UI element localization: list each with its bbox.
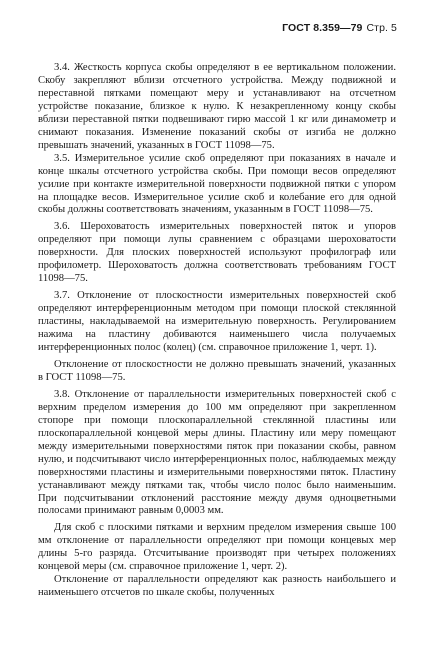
- page-number: Стр. 5: [366, 22, 397, 34]
- page-header: [282, 22, 397, 34]
- paragraph-3-4: 3.4. Жесткость корпуса скобы определяют в ее вертикальном положении. Скобу закрепляют вблизи отсчетного устройства. Между подвижной и переставной пятками помещают меру и устанавливают на отсчетном устройстве показание, близкое к нулю. К незакрепленному концу скобы вблизи переставной пятки подвешивают гирю массой 1 кг или динамометр и снимают показания. Изменение показаний скобы от изгиба не должно превышать значений, указанных в ГОСТ 11098—75.: [38, 62, 396, 151]
- paragraph-parallelism-difference: Отклонение от параллельности определяют как разность наибольшего и наименьшего отсчетов по шкале скобы, полученных: [38, 574, 396, 599]
- paragraph-3-6: 3.6. Шероховатость измерительных поверхностей пяток и упоров определяют при помощи лупы сравнением с образцами шероховатости поверхности. Для плоских поверхностей используют профилограф или профилометр. Шероховатость должна соответствовать требованиям ГОСТ 11098—75.: [38, 221, 396, 285]
- paragraph-3-5: 3.5. Измерительное усилие скоб определяют при показаниях в начале и конце шкалы отсчетного устройства скобы. При помощи весов определяют усилие при контакте измерительной поверхности подвижной пятки с упором на площадке весов. Измерительное усилие скоб и колебание его для одной скобы должны соответствовать значениям, указанным в ГОСТ 11098—75.: [38, 152, 396, 216]
- standard-number: ГОСТ 8.359—79: [282, 22, 363, 34]
- body-text: [38, 62, 396, 600]
- paragraph-3-7: 3.7. Отклонение от плоскостности измерительных поверхностей скоб определяют интерференционным методом при помощи плоской стеклянной пластины, накладываемой на измерительную поверхность. Регулированием нажима на пластину добиваются наименьшего числа получаемых интерференционных полос (колец) (см. справочное приложение 1, черт. 1).: [38, 290, 396, 354]
- paragraph-3-8: 3.8. Отклонение от параллельности измерительных поверхностей скоб с верхним пределом измерения до 100 мм определяют при закрепленном стопоре при помощи плоскопараллельной стеклянной пластины или плоскопараллельной концевой меры длины. Пластину или меру помещают между измерительными поверхностями пяток при показании скобы, равном нулю, и подсчитывают число интерференционных полос, наблюдаемых между поверхностями пластины и измерительными поверхностями пяток. Пластину устанавливают между пятками так, чтобы число полос было наименьшим. При подсчитывании отклонений расстояние между двумя одноцветными полосами принимают равным 0,0003 мм.: [38, 388, 396, 517]
- paragraph-flat-tips: Для скоб с плоскими пятками и верхним пределом измерения свыше 100 мм отклонение от параллельности определяют при помощи концевых мер длины 5-го разряда. Отсчитывание производят при четырех положениях концевой меры (см. справочное приложение 1, черт. 2).: [38, 522, 396, 573]
- paragraph-flatness-limit: Отклонение от плоскостности не должно превышать значений, указанных в ГОСТ 11098—75.: [38, 358, 396, 383]
